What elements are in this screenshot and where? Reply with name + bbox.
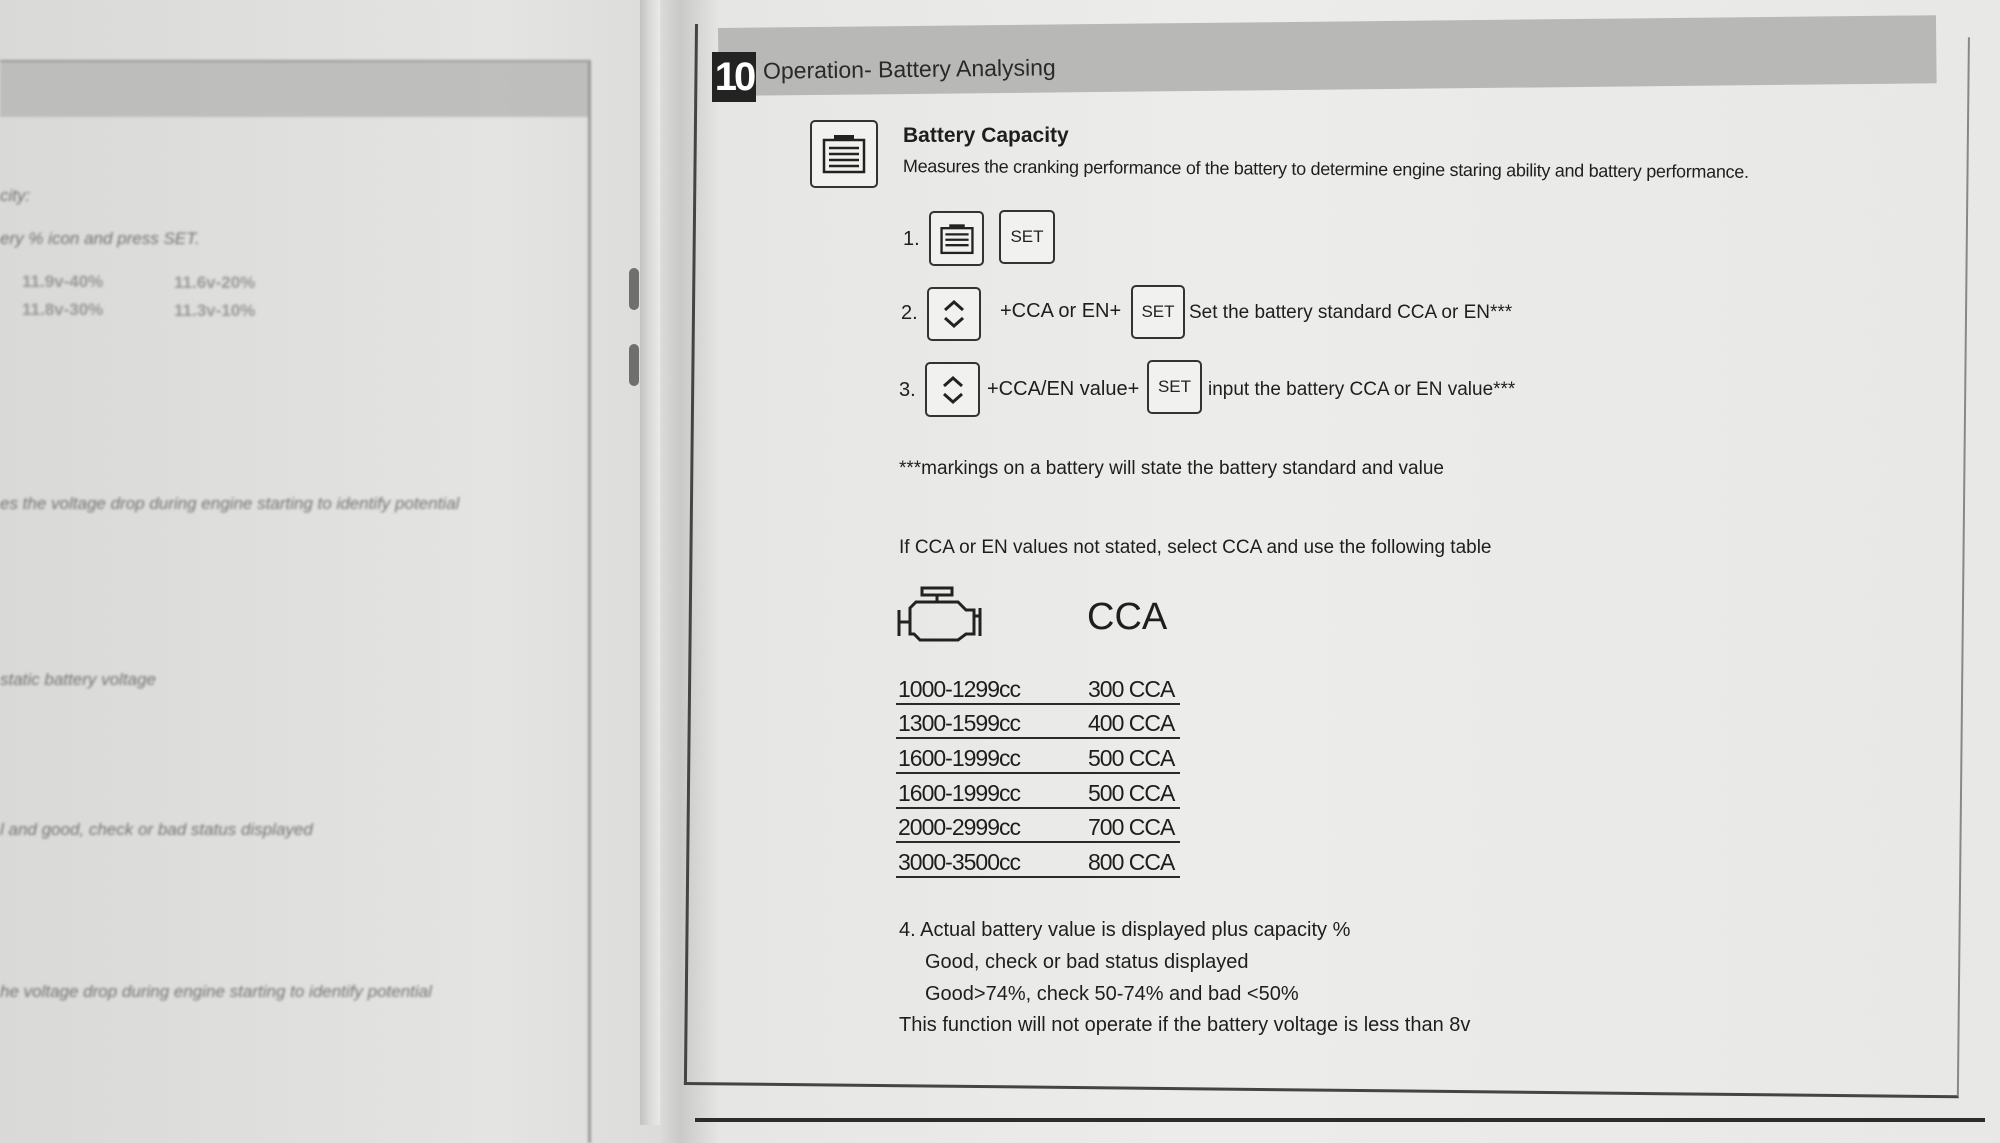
binding-gutter: [640, 0, 660, 1125]
voltage-value: 11.9v-40%: [22, 272, 104, 291]
up-down-arrows-icon: [927, 287, 981, 341]
left-page-header-band: [0, 62, 588, 117]
step-text: +CCA/EN value+: [987, 378, 1140, 400]
binder-hole: [629, 268, 639, 310]
engine-icon: [896, 586, 982, 642]
step-text: +CCA or EN+: [1000, 300, 1122, 322]
table-row: [896, 809, 1180, 844]
cc-cell: 3000-3500cc: [898, 849, 1020, 876]
left-line: he voltage drop during engine starting to identify potential: [0, 982, 432, 1001]
cc-cell: 1600-1999cc: [898, 745, 1020, 772]
cca-cell: 800 CCA: [1088, 849, 1175, 876]
step-number: 3.: [899, 379, 916, 401]
capacity-description: Measures the cranking performance of the battery to determine engine staring ability and battery performance.: [902, 156, 1749, 182]
section-title: Operation- Battery Analysing: [762, 54, 1056, 84]
cca-cell: 700 CCA: [1088, 814, 1175, 841]
left-line: city:: [0, 186, 31, 205]
table-row: [896, 774, 1180, 809]
step-number: 1.: [903, 228, 920, 250]
capacity-title: Battery Capacity: [903, 124, 1069, 147]
if-not-stated-note: If CCA or EN values not stated, select CCA and use the following table: [899, 537, 1492, 558]
section-number: 10: [712, 52, 756, 102]
voltage-value: 11.6v-20%: [174, 273, 256, 292]
step4-line: Good, check or bad status displayed: [925, 951, 1249, 973]
set-button: SET: [1147, 360, 1202, 414]
cca-cell: 500 CCA: [1088, 745, 1175, 772]
set-button: SET: [1131, 285, 1185, 339]
cca-table: [896, 670, 1180, 878]
step4-line: 4. Actual battery value is displayed plus capacity %: [899, 919, 1351, 941]
step-text: input the battery CCA or EN value***: [1208, 379, 1516, 400]
left-line: es the voltage drop during engine starting to identify potential: [0, 494, 460, 513]
left-line: l and good, check or bad status displayed: [0, 820, 313, 839]
cca-cell: 500 CCA: [1088, 779, 1175, 806]
table-row: [896, 843, 1180, 878]
cc-cell: 2000-2999cc: [898, 814, 1020, 841]
step4-line: Good>74%, check 50-74% and bad <50%: [925, 983, 1299, 1005]
cc-cell: 1600-1999cc: [898, 779, 1020, 806]
left-line: ery % icon and press SET.: [0, 229, 200, 248]
table-row: [896, 670, 1180, 705]
up-down-arrows-icon: [925, 362, 980, 417]
voltage-value: 11.3v-10%: [174, 301, 256, 320]
battery-list-icon: [810, 120, 878, 188]
set-button: SET: [999, 210, 1055, 264]
cca-cell: 400 CCA: [1088, 710, 1175, 737]
page-bottom-rule: [695, 1118, 1985, 1122]
battery-list-icon: [929, 211, 984, 266]
table-row: [896, 739, 1180, 774]
step4-line: This function will not operate if the battery voltage is less than 8v: [899, 1014, 1471, 1036]
left-page: [0, 0, 620, 1125]
step-number: 2.: [901, 302, 918, 324]
table-row: [896, 705, 1180, 740]
voltage-value: 11.8v-30%: [22, 300, 104, 319]
left-page-frame: [0, 60, 591, 1143]
cc-cell: 1300-1599cc: [898, 710, 1020, 737]
cc-cell: 1000-1299cc: [898, 675, 1020, 702]
cca-cell: 300 CCA: [1088, 675, 1175, 702]
markings-note: ***markings on a battery will state the battery standard and value: [899, 458, 1444, 479]
cca-header: CCA: [1087, 596, 1168, 638]
step-text: Set the battery standard CCA or EN***: [1189, 302, 1513, 323]
binder-hole: [629, 344, 639, 386]
left-line: static battery voltage: [0, 670, 156, 689]
